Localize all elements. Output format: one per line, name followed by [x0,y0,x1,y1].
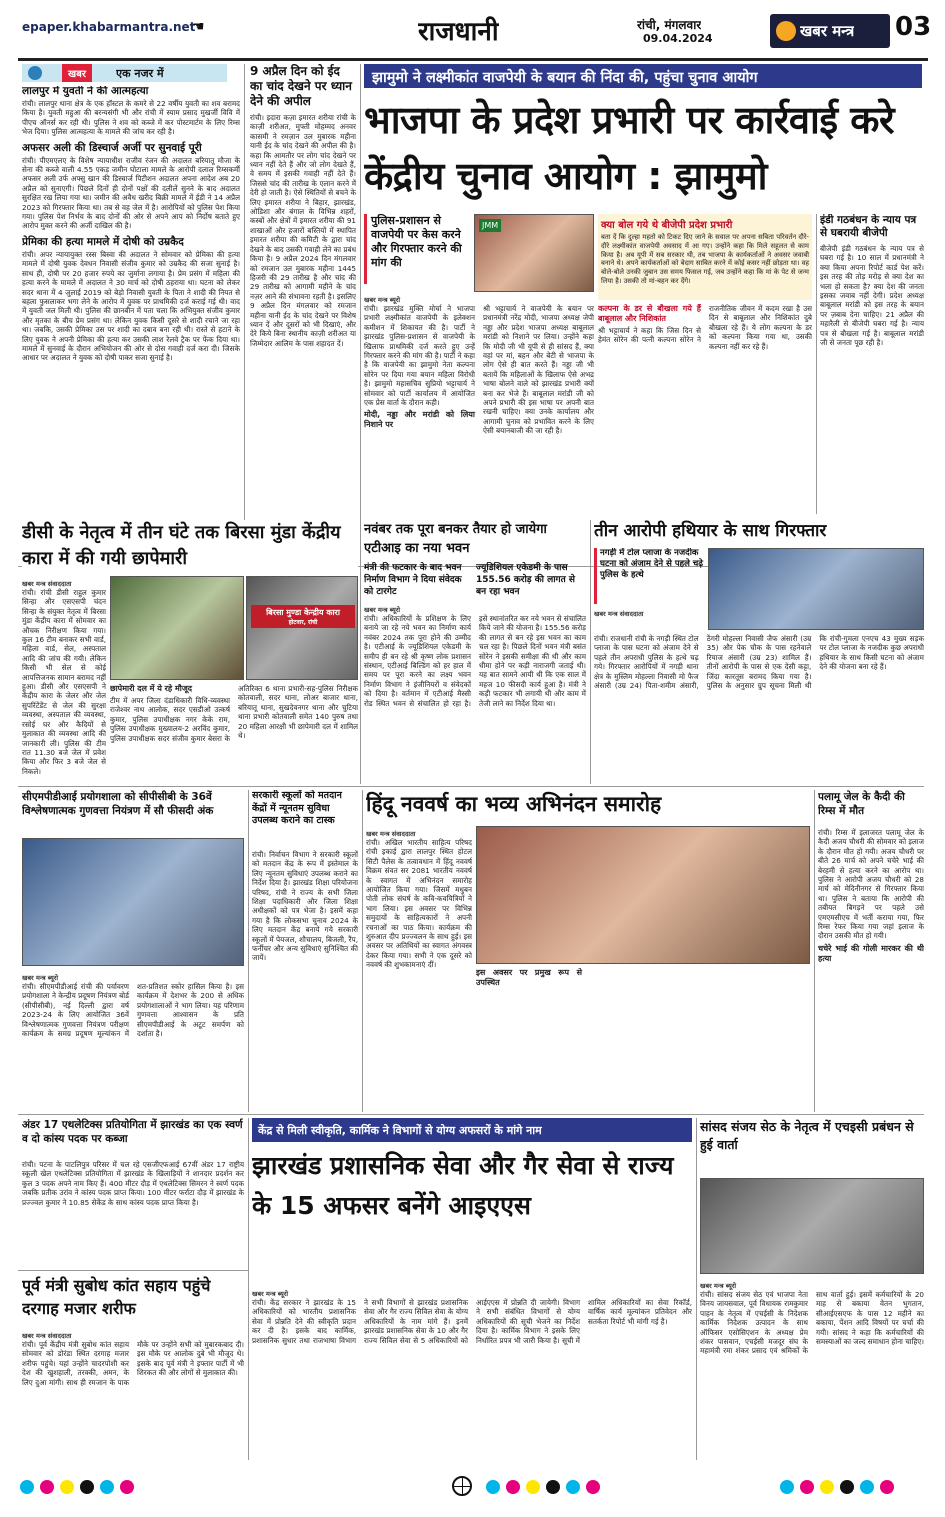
ias-body-text: रांची। केंद्र सरकार ने झारखंड के 15 अधिकारियों को भारतीय प्रशासनिक सेवा में प्रोन्नति देने की स्वीकृति प्रदान कर दी है। इसके बाद कार्मिक, प्रशासनिक सुधार तथा राजभाषा विभाग ने सभी विभागों से झारखंड प्रशासनिक सेवा और गैर राज्य सिविल सेवा के योग्य अधिकारियों के नाम मांगे हैं। इनमें झारखंड प्रशासनिक सेवा के 10 और गैर राज्य सिविल सेवा से 5 अधिकारियों को आईएएस में प्रोन्नति दी जायेगी। विभाग ने सभी संबंधित विभागों से योग्य अधिकारियों की सूची भेजने का निर्देश दिया है। कार्मिक विभाग ने इसके लिए निर्धारित प्रपत्र भी जारी किया है। सूची में शामिल अधिकारियों का सेवा रिकॉर्ड, वार्षिक कार्य मूल्यांकन प्रतिवेदन और सतर्कता रिपोर्ट भी मांगी गई है। [252,1298,692,1345]
eid-story [250,64,356,564]
lead-sub-heading: मोदी, नड्डा और मरांडी को लिया निशाने पर [364,410,475,430]
color-dot [60,1480,74,1494]
city-day: रांची, मंगलवार [637,18,702,32]
birsa-body [22,588,106,784]
news-title: अफसर अली की डिस्चार्ज अर्जी पर सुनवाई पूरी [22,141,202,154]
column-divider [248,790,249,1112]
color-dot [840,1480,854,1494]
color-dot [100,1480,114,1494]
list-item [22,237,240,363]
cmpdi-photo [22,838,244,966]
color-dot [586,1480,600,1494]
ek-nazar-banner [22,64,227,82]
story-headline: 9 अप्रैल दिन को ईद का चांद देखने पर ध्यान देने की अपील [250,64,352,108]
cmpdi-byline: खबर मन्त्र ब्यूरो [22,974,59,982]
birsa-sub-body: टीम में अपर जिला दंडाधिकारी विधि-व्यवस्था राजेश्वर नाथ आलोक, सदर एसडीओ उत्कर्ष कुमार, पुलिस उपाधीक्षक नगर केके राम, पुलिस उपाधीक्षक मुख्यालय-2 अरविंद कुमार, पुलिस उपाधीक्षक सदर संजीव कुमार बेसरा के अतिरिक्त 6 थाना प्रभारी-सह-पुलिस निरीक्षक कोतवाली, सदर थाना, लोअर बाजार थाना, बरियातू थाना, सुखदेवनगर थाना और चुटिया थाना प्रभारी कोतवाली समेत 140 पुरुष तथा 20 महिला आरक्षी भी छापेमारी दल में शामिल थे। [110,684,358,743]
crosshair-icon [452,1476,472,1496]
navvarsh-body [366,838,472,1112]
lead-sidebar [820,214,924,514]
brand-logo-icon [776,21,796,41]
lead-sub-body: श्री भट्टाचार्य ने वाजपेयी के बयान पर प्रधानमंत्री नरेंद्र मोदी, भाजपा अध्यक्ष जेपी नड्डा और प्रदेश भाजपा अध्यक्ष बाबूलाल मरांडी को निशाने पर लिया। उन्होंने कहा कि मोदी जी भी यूपी से ही सांसद हैं, क्या वहां पर मां, बहन और बेटी से भाजपा के लोग ऐसे ही बात करते हैं। नड्डा जी भी बतायें कि महिलाओं के खिलाफ ऐसे अभद्र भाषा बोलने वाले को झारखंड प्रभारी क्यों बना कर भेजे हैं। बाबूलाल मरांडी जी को अपने प्रभारी की इस भाषा पर अपनी बात रखनी चाहिए। क्या उनके कार्यालय और आगामी चुनाव को प्रभावित करने के लिए ऐसी बयानबाजी की जा रही है। [483,304,594,436]
athletics-body-text: रांची। पटना के पाटलिपुत्र परिसर में चल रहे एसजीएफआई 67वीं अंडर 17 राष्ट्रीय स्कूली खेल एथलेटिक्स प्रतियोगिता में झारखंड के खिलाड़ियों ने शानदार प्रदर्शन कर कुल 3 पदक अपने नाम किए हैं। 400 मीटर दौड़ में एथलेटिक्स सिमरन ने स्वर्ण पदक जबकि प्रतीक उरांव ने कांस्य पदक प्राप्त किया। 100 मीटर फर्राटा दौड़ में झारखंड के प्रज्ज्वल कुमार ने 10.85 सेकेंड के साथ कांस्य पदक प्राप्त किया है। [22,1160,244,1207]
lead-body-continued [598,304,812,514]
ek-nazar-label: एक नजर में [116,67,164,80]
lead-sub-heading-2: कल्पना के डर से बौखला गये हैं बाबूलाल और निशिकांत [598,304,701,323]
color-dot [20,1480,34,1494]
sidebar-body: बीजेपी इंडी गठबंधन के न्याय पत्र से घबरा गई है। 10 साल में प्रधानमंत्री ने क्या किया अपना रिपोर्ट कार्ड पेश करें। इस तरह की तोड़ मरोड़ से क्या देश का भला हो सकता है? क्या देश की जनता इसका जवाब नहीं देगी। प्रदेश अध्यक्ष बाबूलाल मरांडी को इस तरह के बयान पर ज़बाब देना चाहिए। 21 अप्रैल की महारैली से बीजेपी घबरा गई है। न्याय पत्र से बौखला गई है। बाबूलाल मरांडी जी से जनता पूछ रही है। [820,244,924,348]
quote-title: क्या बोल गये थे बीजेपी प्रदेश प्रभारी [601,220,733,231]
ias-byline: खबर मन्त्र ब्यूरो [252,1290,289,1298]
color-dot [40,1480,54,1494]
color-dot [780,1480,794,1494]
jail-sign-text: बिरसा मुण्डा केन्द्रीय कारा [266,608,340,617]
issue-date: 09.04.2024 [643,32,713,45]
ati-byline: खबर मन्त्र ब्यूरो [364,606,401,614]
ias-headline: झारखंड प्रशासनिक सेवा और गैर सेवा से राज्य के 15 अफसर बनेंगे आइएएस [252,1151,674,1220]
masthead-rule [18,58,928,61]
sanjay-byline: खबर मन्त्र ब्यूरो [700,1282,737,1290]
subodh-body [22,1340,244,1458]
navvarsh-body-text: रांची। अखिल भारतीय साहित्य परिषद रांची इकाई द्वारा लालपुर स्थित होटल सिटी पैलेस के तत्वावधान में हिंदू नववर्ष विक्रम संवत सर 2081 भारतीय नववर्ष के स्वागत में अभिनंदन समारोह आयोजित किया गया। जिसमें मधुबन पोती लोक संघर्ष के कवि-कवयित्रियों ने भाग लिया। इस अवसर पर विभिन्न समुदायों के साहित्यकारों ने अपनी रचनाओं का पाठ किया। कार्यक्रम की शुरुआत दीप प्रज्ज्वलन के साथ हुई। इस अवसर पर अतिथियों का स्वागत अंगवस्त्र देकर किया गया। सभी ने एक दूसरे को नववर्ष की शुभकामनाएं दीं। [366,838,472,970]
birsa-body-continued [110,684,358,784]
column-divider [360,64,361,564]
cmpdi-body [22,982,244,1112]
arrest-body [594,634,924,784]
brand-name: खबर मन्त्र [800,22,855,40]
column-divider [816,214,817,514]
jail-gate-photo [246,576,358,680]
color-dot [120,1480,134,1494]
cmpdi-body-text: रांची। सीएमपीडीआई रांची की पर्यावरण प्रयोगशाला ने केन्द्रीय प्रदूषण नियंत्रण बोर्ड (सीपीसीबी), नई दिल्ली द्वारा वर्ष 2023-24 के लिए आयोजित 36वें विश्लेषणात्मक गुणवत्ता नियंत्रण परीक्षण कार्यक्रम के समग्र प्रदूषण मूल्यांकन में शत-प्रतिशत स्कोर हासिल किया है। इस कार्यक्रम में देशभर के 200 से अधिक प्रयोगशालाओं ने भाग लिया। यह परिणाम गुणवत्ता आश्वासन के प्रति सीएमपीडीआई के अटूट समर्पण को दर्शाता है। [22,982,244,1039]
epaper-url[interactable]: epaper.khabarmantra.net [22,20,196,34]
birsa-byline: खबर मन्त्र संवाददाता [22,580,72,588]
athletics-headline: अंडर 17 एथलेटिक्स प्रतियोगिता में झारखंड का एक स्वर्ण व दो कांस्य पदक पर कब्जा [22,1119,243,1145]
color-dot [820,1480,834,1494]
sanjay-headline: सांसद संजय सेठ के नेतृत्व में एचइसी प्रबंधन से हुई वार्ता [700,1119,914,1152]
arrest-photo [708,548,924,630]
ati-sub-left: मंत्री की फटकार के बाद भवन निर्माण विभाग ने दिया संवेदक को टारगेट [364,563,462,597]
ek-nazar-list [22,86,240,564]
ias-body [252,1298,692,1458]
news-body: रांची। अपर न्यायायुक्त रस्स बिस्वा की अदालत ने सोमवार को प्रेमिका की हत्या मामले में दोषी युवक देवधन निवासी संजीव कुमार को उम्रकैद की सजा सुनाई है। साथ ही, दोषी पर 20 हजार रुपये का जुर्माना लगाया है। प्रेम प्रसंग में महिला की हत्या करने के मामले में अदालत ने 30 मार्च को दोषी ठहराया था। घटना को लेकर सदर थाना में 4 जुलाई 2019 को बेड़ो निवासी युवती के पिता ने शादी की नियत से बहला फुसलाकर भगा लेने के आरोप में युवक पर प्राथमिकी दर्ज कराई गई थी। वाद में युवती जल मिली थी। पुलिस की छानबीन में पता चला कि अभियुक्त संजीव कुमार और मृतका के बीच प्रेम प्रसंग था। लेकिन युवक किसी दूसरे से शादी रचाने जा रहा था। जबकि, उसकी प्रेमिका उस पर शादी का दबाव बना रही थी। रास्ते से हटाने के लिए युवक ने अपनी प्रेमिका की हत्या कर उसकी लाश रेलवे ट्रैक पर फेंक दिया था। मामले में सुनवाई के दौरान अभियोजन की ओर से दोस गवाही दर्ज करा दी। जिसके आधार पर अदालत ने युवक को दोषी पाकर सजा सुनाई है। [22,249,240,363]
lead-demand-box [364,214,468,284]
ek-nazar-tag: खबर [62,64,92,82]
subodh-byline: खबर मन्त्र संवाददाता [22,1332,72,1340]
arrest-box: नगड़ी में टोल प्लाजा के नजदीक घटना को अंजाम देने से पहले चढ़े पुलिस के हत्थे [594,548,704,604]
brand-logo [770,14,890,48]
navvarsh-headline: हिंदू नववर्ष का भव्य अभिनंदन समारोह [366,792,662,816]
ati-headline: नवंबर तक पूरा बनकर तैयार हो जायेगा एटीआइ का नया भवन [364,522,547,556]
globe-icon [28,66,42,80]
jmm-logo-badge: JMM [479,219,501,232]
news-title: प्रेमिका की हत्या मामले में दोषी को उम्रकैद [22,235,184,248]
lead-quote-box [598,214,812,300]
registration-mark-left [20,1480,150,1496]
palamu-body [818,828,924,1112]
column-divider [244,64,245,564]
palamu-body-text: रांची। रिम्स में इलाजरत पलामू जेल के कैदी अजय चौधरी की सोमवार को इलाज के दौरान मौत हो गयी। अजय चौधरी पर बीते 26 मार्च को अपने चचेरे भाई की बेरहमी से हत्या करने का आरोप था। पुलिस ने आरोपी अजय चौधरी को 28 मार्च को मेदिनीनगर से गिरफ्तार किया था। पुलिस ने बताया कि आरोपी की तबीयत बिगड़ने पर पहले उसे एमएमसीएच में भर्ती कराया गया, फिर रिम्स रेफर किया गया जहां इलाज के दौरान उसकी मौत हो गयी। [818,828,924,941]
news-title: लालपुर में युवती ने की आत्महत्या [22,86,149,97]
registration-mark-center [486,1480,606,1496]
arrest-body-text: रांची। राजधानी रांची के नगड़ी स्थित टोल प्लाजा के पास घटना को अंजाम देने से पहले तीन अपराधी पुलिस के हत्थे चढ़ गये। गिरफ्तार आरोपियों में नगड़ी थाना क्षेत्र के मुस्लिम मोहल्ला निवासी मो फैज अंसारी (उम्र 24) पिता-शमीम अंसारी, ठेंगरी मोहल्ला निवासी जैफ अंसारी (उम्र 35) और पेक चौक के पास रहनेवाले रियाज अंसारी (उम्र 23) शामिल हैं। तीनों आरोपी के पास से एक देसी कट्टा, जिंदा कारतूस बरामद किया गया है। पुलिस के अनुसार ग्रुप सूचना मिली थी कि रांची-गुमला एनएच 43 मुख्य सड़क पर टोल प्लाजा के नजदीक कुछ अपराधी हथियार के साथ किसी घटना को अंजाम देने की योजना बना रहे हैं। [594,634,924,691]
page-number: 03 [895,12,932,42]
subodh-body-text: रांची। पूर्व केंद्रीय मंत्री सुबोध कांत सहाय सोमवार को डोरंडा स्थित दरगाह मजार शरीफ पहुंचे। यहां उन्होंने चादरपोशी कर देश की खुशहाली, तरक्की, अमन, के लिए दुआ मांगी। साथ ही रमजान के पाक मौके पर उन्होंने सभी को मुबारकबाद दी। इस मौके पर आलोक दुबे भी मौजूद थे। इसके बाद पूर्व मंत्री ने इफ्तार पार्टी में भी शिरकत की और लोगों से मुलाकात की। [22,1340,244,1387]
schools-body-text: रांची। निर्वाचन विभाग ने सरकारी स्कूलों को मतदान केंद्र के रूप में इस्तेमाल के लिए न्यूनतम सुविधाएं उपलब्ध कराने का निर्देश दिया है। झारखंड शिक्षा परियोजना परिषद, रांची ने राज्य के सभी जिला शिक्षा पदाधिकारी और जिला शिक्षा अधीक्षकों को पत्र भेजा है। इसमें कहा गया है कि लोकसभा चुनाव 2024 के लिए मतदान केंद्र बनाये गये सरकारी स्कूलों में पेयजल, शौचालय, बिजली, रैंप, फर्नीचर और अन्य सुविधाएं सुनिश्चित की जायें। [252,850,358,963]
sanjay-photo [700,1178,924,1274]
sanjay-body-text: रांची। सांसद संजय सेठ एवं भाजपा नेता विनय जायसवाल, पूर्व विधायक रामकुमार पाहन के नेतृत्व में एचईसी के निदेशक कार्मिक निदेशक उत्पादन के साथ ऑफिसर एसोसिएशन के अध्यक्ष प्रेम शंकर पासवान, एचईसी मजदूर संघ के महामंत्री रमा शंकर प्रसाद एवं श्रमिकों के साथ वार्ता हुई। इसमें कर्मचारियों के 20 माह से बकाया वेतन भुगतान, सीआईएसएफ के पास 12 महीने का बकाया, पेंशन आदि विषयों पर चर्चा की गयी। सांसद ने कहा कि कर्मचारियों की समस्याओं का जल्द समाधान होना चाहिए। [700,1290,924,1356]
column-divider [360,520,361,784]
color-dot [566,1480,580,1494]
color-dot [546,1480,560,1494]
masthead [0,0,945,60]
navvarsh-sub-heading: इस अवसर पर प्रमुख रूप से उपस्थित [476,968,582,987]
column-divider [362,790,363,1112]
color-dot [506,1480,520,1494]
column-divider [814,790,815,1112]
news-body: रांची। लालपुर थाना क्षेत्र के एक हॉस्टल के कमरे से 22 वर्षीय युवती का शव बरामद किया है। युवती महुआ की बरन्यसंगी भी और रांची में स्याम प्रसाद मुखर्जी विवि में पीएच ऑनर्स कर रही थी। पुलिस ने शव को कब्जे में कर पोस्टमार्टम के लिए रिम्स भेज दिया। पुलिस आत्महत्या के मामले की जांच कर रही है। [22,99,240,137]
cursor-icon: ☚ [192,19,205,35]
lead-headline: भाजपा के प्रदेश प्रभारी पर कार्रवाई करे केंद्रीय चुनाव आयोग : झामुमो [364,98,894,198]
lead-body-text: रांची। झारखंड मुक्ति मोर्चा ने भाजपा प्रभारी लक्ष्मीकांत वाजपेयी के इलेक्शन कमीशन में शिकायत की है। पार्टी ने झारखंड पुलिस-प्रशासन से वाजपेयी के खिलाफ प्राथमिकी दर्ज करते हुए उन्हें गिरफ्तार करने की मांग की है। पार्टी ने कहा है कि वाजपेयी का झामुमो नेता कल्पना सोरेन पर दिया गया बयान महिला विरोधी है। झामुमो महासचिव सुप्रियो भट्टाचार्य ने सोमवार को पार्टी कार्यालय में आयोजित एक प्रेस वार्ता के दौरान कही। [364,304,475,408]
section-divider [18,786,924,787]
color-dot [800,1480,814,1494]
color-dot [80,1480,94,1494]
lead-photo [474,214,594,292]
birsa-headline: डीसी के नेतृत्व में तीन घंटे तक बिरसा मुंडा केंद्रीय कारा में की गयी छापेमारी [22,520,358,572]
arrest-headline: तीन आरोपी हथियार के साथ गिरफ्तार [594,521,827,541]
section-title: राजधानी [418,17,499,47]
column-divider [590,520,591,784]
lead-kicker: झामुमो ने लक्ष्मीकांत वाजपेयी के बयान की निंदा की, पहुंचा चुनाव आयोग [364,64,922,88]
palamu-sub-heading: चचेरे भाई की गोली मारकर की थी हत्या [818,943,924,963]
lead-sub-body-2: श्री भट्टाचार्य ने कहा कि जिस दिन से हेमंत सोरेन की पत्नी कल्पना सोरेन ने राजनीतिक जीवन में कदम रखा है उस दिन से बाबूलाल और निशिकांत दुबे बौखला रहे हैं। ये लोग कल्पना के डर को कल्पना किया गया था, उसकी कल्पना नहीं कर रहे हैं। [598,304,812,351]
color-dot [486,1480,500,1494]
ati-sub-right: ज्यूडिशियल एकेडमी के पास 155.56 करोड़ की लागत से बन रहा भवन [476,563,575,597]
column-divider [696,1118,697,1460]
ias-kicker: केंद्र से मिली स्वीकृति, कार्मिक ने विभागों से योग्य अफसरों के मांगे नाम [252,1118,692,1142]
schools-headline: सरकारी स्कूलों को मतदान केंद्रों में न्यूनतम सुविधा उपलब्ध कराने का टास्क [252,790,342,826]
lead-body [364,304,594,514]
story-body: रांची। इदारा कज़ा इमारत शरीया रांची के काज़ी शरीअत, मुफ्ती मोहम्मद अनवर कासमी ने रमज़ान उल मुबारक महीना यानी ईद के चांद देखने की अपील की है। कहा कि आमतौर पर लोग चांद देखने पर ध्यान नहीं देते हैं और जो लोग देखते हैं, वे समय में इसकी गवाही नहीं देते हैं। जिससे चांद की तारीख के एलान करने में देरी हो जाती है। ऐसे स्थितियों से बचने के लिए इमारत शरीया ने बिहार, झारखंड, ओडिशा और बंगाल के विभिन्न शहरों, कस्बों और क्षेत्रों में इमारत शरीया की 91 शाखाओं और हजारों बस्तियों में स्थापित इमारत शरीया की कमिटी के द्वारा चांद देखने के बाद उसकी गवाही लेने का प्रबंध किया है। 9 अप्रैल 2024 दिन मंगलवार को रमजान उल मुबारक महीना 1445 हिजरी की 29 तारीख है और चांद की 29 तारीख को आगामी महीने के चांद नज़र आने की संभावना रहती है। इसलिए 9 अप्रैल दिन मंगलवार को रमजान महीना यानी ईद के चांद देखने पर विशेष ध्यान दें और दूसरों को भी दिखाएं, और देरे किये बिना स्थानीय काज़ी शरीअत या जिम्मेदार आलिम के पास शहादत दें। [250,113,356,348]
sanjay-body [700,1290,924,1458]
subodh-headline: पूर्व मंत्री सुबोध कांत सहाय पहुंचे दरगाह मजार शरीफ [22,1276,211,1318]
jail-sign-subtext: होटवार, रांची [288,619,318,626]
quote-body: बता दें कि दुल्हा महतो को टिकट दिए जाने के सवाल पर अपना सबिता परिवर्तन दौरे-दौरे लक्ष्मीकांत वाजपेयी अवसाद में आ गए। उन्होंने कहा कि मिले सहूलत से काम किया है। अब यूपी में सब सरकार थी, तब भाजपा के कार्यकर्ताओं ने अवसर जवाबी बनाने थे। अपने कार्यकर्ताओं को बेदाग साबित करने में कोई कसर नहीं छोड़ता था। वह बोले-बोले उनकी जुबान उस समय फिसल गई, जब उन्होंने कहा कि मां के पेट से जन्म लिया है। उसकी तो मां-बहन कर देंगे। [601,233,809,285]
ati-body [364,614,586,784]
arrest-byline: खबर मन्त्र संवाददाता [594,610,644,618]
footer [0,1466,945,1517]
cmpdi-headline: सीएमपीडीआई प्रयोगशाला को सीपीसीबी के 36वें विश्लेषणात्मक गुणवत्ता नियंत्रण में सौ फीसदी अंक [22,791,214,817]
birsa-sub-heading: छापेमारी दल में ये रहे मौजूद [110,684,193,693]
column-divider [248,1118,249,1460]
registration-mark-right [780,1480,920,1496]
news-body: रांची। पीएमएलए के विशेष न्यायाधीश राजीव रंजन की अदालत बरियातू मौजा के सेना की कब्जे वाली 4.55 एकड़ जमीन घोटाला मामले के आरोपी दलाल रिम्सकर्मी अफसर अली उर्फ अफ्सु खान की डिस्चार्ज पिटीशन अदालत अपना आदेश अब 20 अप्रैल को सुनाएगी। पिछले दिनों ही दोनों पक्षों की दलीलें सुनने के बाद अदालत सुरक्षित रख लिया गया था। जमीन की अवैध खरीद बिक्री मामले में ईडी ने 14 अप्रैल 2023 को गिरफ्तार किया था। तब से वह जेल में है। आरोपियों को पुलिस पेश किया गया। पुलिस पेश निर्भय के बाद दोनों की ओर से अपने आप को निर्दोष बताते हुए आरोप मुक्त करने की अर्जी दाखिल की है। [22,155,240,231]
jail-sign [251,605,355,628]
section-divider [18,1270,248,1271]
navvarsh-byline: खबर मन्त्र संवाददाता [366,830,416,838]
birsa-statue-photo [110,576,244,680]
color-dot [880,1480,894,1494]
navvarsh-body-continued [476,968,810,1112]
color-dot [526,1480,540,1494]
section-divider [18,1114,924,1115]
lead-byline: खबर मन्त्र ब्यूरो [364,296,401,304]
sidebar-title: इंडी गठबंधन के न्याय पत्र से घबरायी बीजेपी [820,214,917,239]
schools-body [252,850,358,1112]
navvarsh-photo [476,826,810,964]
ati-body-text: रांची। अधिकारियों के प्रशिक्षण के लिए बनाये जा रहे नये भवन का निर्माण कार्य नवंबर 2024 तक पूरा होने की उम्मीद है। एटीआई के ज्यूडिशियल एकेडमी के समीप ही बन रहे श्री कृष्ण लोक प्रशासन संस्थान, एटीआई बिल्डिंग को हर हाल में समय पर पूरा करने का लक्ष्य भवन निर्माण विभाग ने इंजीनियरों व संवेदकों को दिया है। वर्तमान में एटीआई मैस्सी रोड स्थित भवन से संचालित हो रहा है। इसे स्थानांतरित कर नये भवन से संचालित किये जाने की योजना है। 155.56 करोड़ की लागत से बन रहे इस भवन का काम चल रहा है। पिछले दिनों भवन मंत्री बसंत सोरेन ने इसकी समीक्षा की थी और काम धीमा होने पर कड़ी नाराजगी जताई थी। यह बात सामने आयी थी कि एक साल में महज 10 फीसदी कार्य हुआ है। मंत्री ने कड़ी फटकार भी लगायी थी और काम में तेजी लाने का निर्देश दिया था। [364,614,586,708]
color-dot [860,1480,874,1494]
athletics-body [22,1160,244,1268]
palamu-headline: पलामू जेल के कैदी की रिम्स में मौत [818,791,905,817]
demand-text: पुलिस-प्रशासन से वाजपेयी पर केस करने और गिरफ्तार करने की मांग की [371,214,462,269]
birsa-body-text: रांची। रांची डीसी राहुल कुमार सिन्हा और एसएसपी चंदन सिन्हा के संयुक्त नेतृत्व में बिरसा मुंडा केंद्रीय कारा में सोमवार का औचक निरीक्षण किया गया। कुल 16 टीम बनाकर सभी वार्ड, महिला वार्ड, सेल, अस्पताल आदि की जांच की गयी। लेकिन किसी भी सेल से कोई आपत्तिजनक सामान बरामद नहीं हुआ। डीसी और एसएसपी ने केंद्रीय कारा के जेलर और जेल सुपरिंटेंडेंट से जेल की सुरक्षा व्यवस्था, अस्पताल की व्यवस्था, रसोई घर और कैदियों से मुलाकात की व्यवस्था आदि की जानकारी ली। पुलिस की टीम रात 11.30 बजे जेल में प्रवेश किया और फिर 3 बजे जेल से निकले। [22,588,106,776]
list-item [22,86,240,137]
list-item [22,143,240,231]
